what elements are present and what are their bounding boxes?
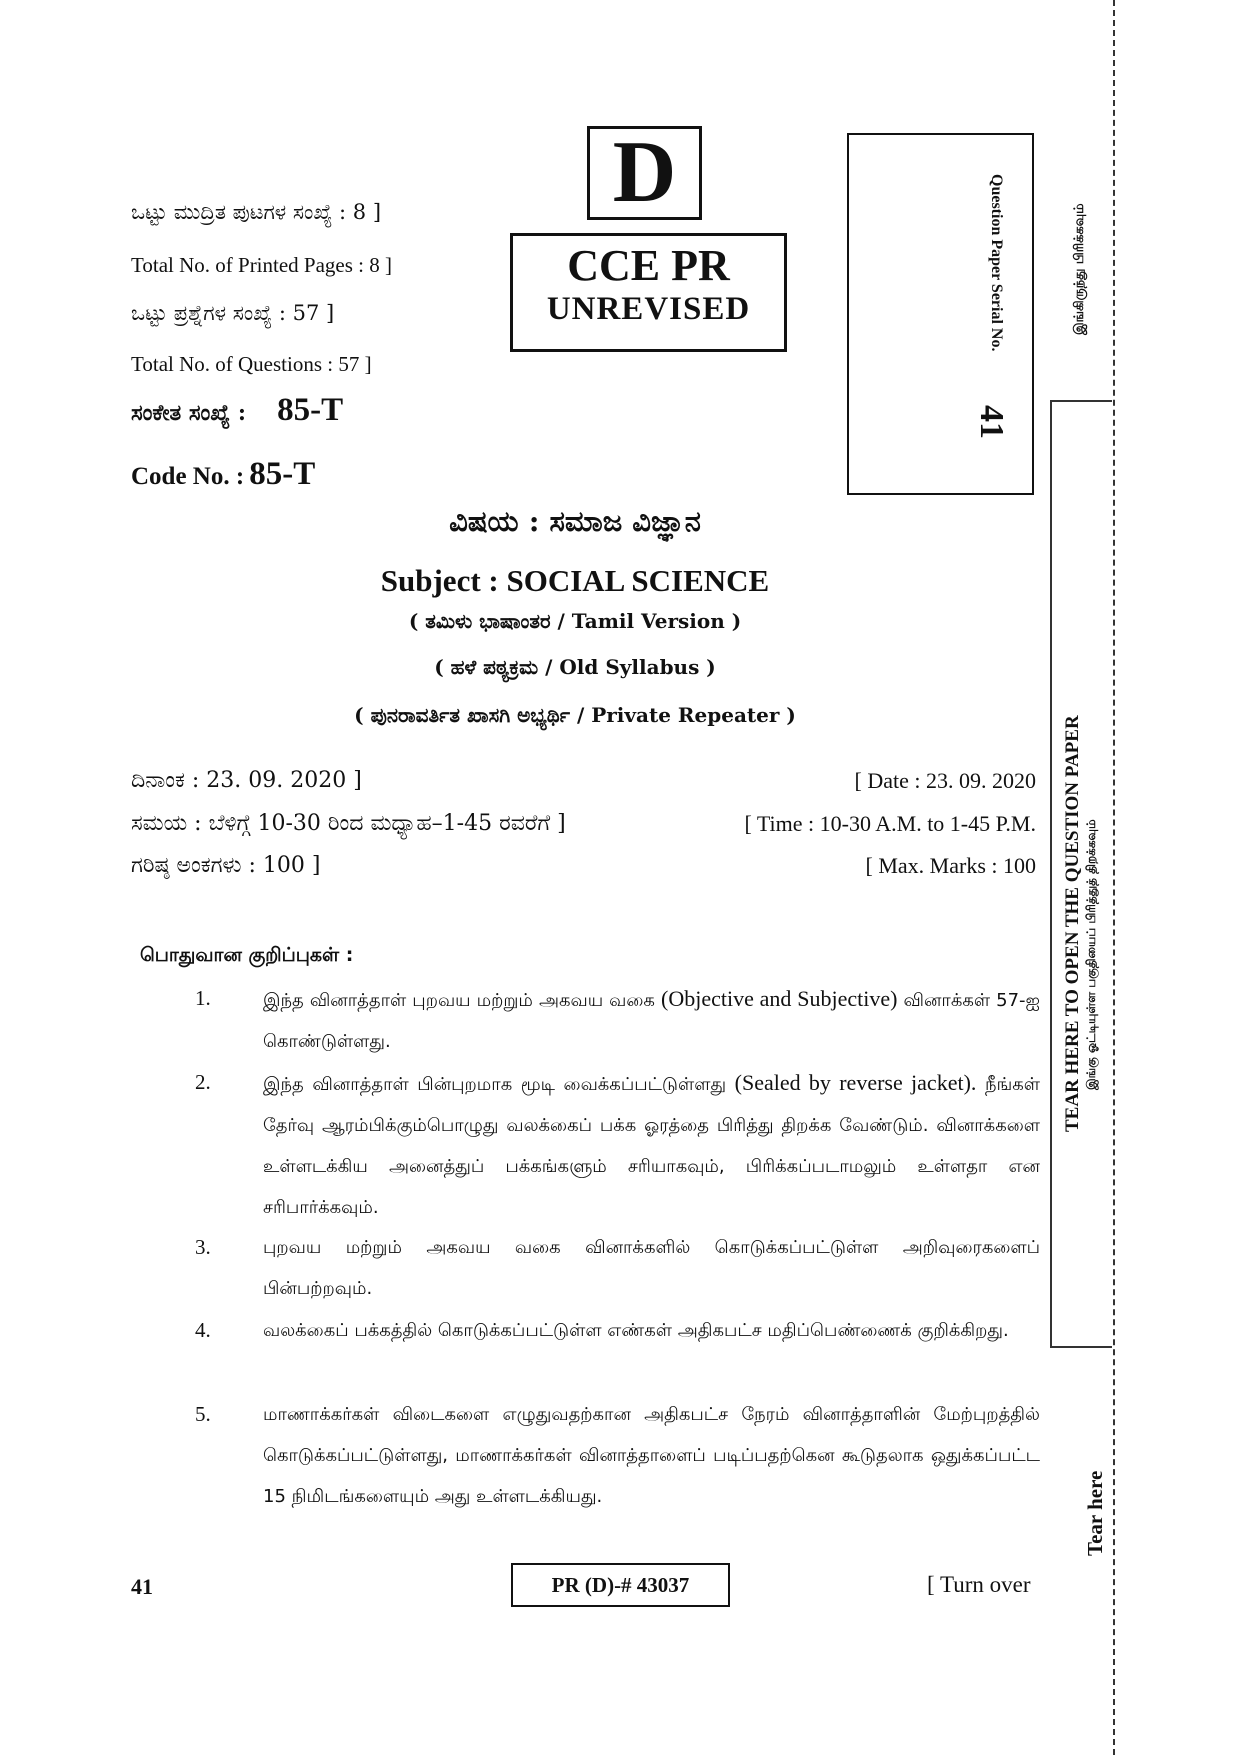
- notes-title: பொதுவான குறிப்புகள் :: [140, 944, 354, 966]
- note-text: இந்த வினாத்தாள் பின்புறமாக மூடி வைக்கப்பட்டுள்ளது (Sealed by reverse jacket). நீங்கள் தேர்வு ஆரம்பிக்கும்பொழுது வலக்கைப் பக்க ஓரத்தை பிரித்து திறக்க வேண்டும். வினாக்களை உள்ளடக்கிய அனைத்துப் பக்கங்களும் சரியாகவும், பிரிக்கப்படாமலும் உள்ளதா என சரிபார்க்கவும்.: [263, 1070, 1040, 1218]
- tear-dashed-line: [1113, 0, 1115, 1755]
- note-text: இந்த வினாத்தாள் புறவய மற்றும் அகவய வகை (Objective and Subjective) வினாக்கள் 57-ஐ கொண்டுள்ளது.: [263, 986, 1040, 1052]
- kn-printed-pages: ಒಟ್ಟು ಮುದ್ರಿತ ಪುಟಗಳ ಸಂಖ್ಯೆ : 8 ]: [131, 200, 382, 224]
- serial-label: Question Paper Serial No.: [988, 174, 1005, 352]
- time-row: [131, 811, 1036, 837]
- note-number: 4.: [195, 1318, 211, 1342]
- note-number: 3.: [195, 1235, 211, 1259]
- kn-time: ಸಮಯ : ಬೆಳಿಗ್ಗೆ 10-30 ರಿಂದ ಮಧ್ಯಾಹ–1-45 ರವರೆಗೆ ]: [131, 811, 566, 836]
- en-subject-title: Subject : SOCIAL SCIENCE: [380, 563, 770, 598]
- kn-total-questions: ಒಟ್ಟು ಪ್ರಶ್ನೆಗಳ ಸಂಖ್ಯೆ : 57 ]: [131, 301, 335, 325]
- version-letter-box: [587, 126, 702, 220]
- footer-code-box: [511, 1563, 730, 1607]
- serial-box: [847, 133, 1034, 495]
- kn-code-value: 85-T: [277, 392, 344, 428]
- version-line: ( ತಮಿಳು ಭಾಷಾಂತರ / Tamil Version ): [408, 609, 742, 633]
- en-code-line: [131, 456, 315, 493]
- syllabus-line: ( ಹಳೆ ಪಠ್ಯಕ್ರಮ / Old Syllabus ): [434, 655, 716, 679]
- en-date: [ Date : 23. 09. 2020: [854, 768, 1036, 793]
- kn-subject-title: ವಿಷಯ : ಸಮಾಜ ವಿಜ್ಞಾನ: [449, 504, 701, 538]
- version-letter: D: [612, 124, 677, 221]
- date-row: [131, 768, 1036, 794]
- footer-page-number: 41: [131, 1574, 153, 1599]
- en-total-questions: Total No. of Questions : 57 ]: [131, 352, 372, 376]
- note-text: வலக்கைப் பக்கத்தில் கொடுக்கப்பட்டுள்ள எண்கள் அதிகபட்ச மதிப்பெண்ணைக் குறிக்கிறது.: [263, 1320, 1009, 1341]
- note-number: 2.: [195, 1070, 211, 1094]
- marks-row: [131, 853, 1036, 879]
- tear-instruction-ta: இங்கு ஓட்டியுள்ள பகுதியைப் பிரித்துத் திறக்கவும்: [1084, 819, 1098, 1090]
- kn-code-label: ಸಂಕೇತ ಸಂಖ್ಯೆ :: [131, 400, 247, 426]
- kn-code-line: [131, 392, 343, 429]
- note-number: 5.: [195, 1402, 211, 1426]
- note-text: புறவய மற்றும் அகவய வகை வினாக்களில் கொடுக்கப்பட்டுள்ள அறிவுரைகளைப் பின்பற்றவும்.: [263, 1237, 1040, 1299]
- unrevised-label: UNREVISED: [546, 291, 751, 328]
- kn-date: ದಿನಾಂಕ : 23. 09. 2020 ]: [131, 768, 362, 793]
- en-marks: [ Max. Marks : 100: [865, 853, 1036, 878]
- serial-value: 41: [973, 405, 1010, 439]
- tear-here-label: Tear here: [1083, 1470, 1107, 1556]
- note-number: 1.: [195, 986, 211, 1010]
- candidate-line: ( ಪುನರಾವರ್ತಿತ ಖಾಸಗಿ ಅಭ್ಯರ್ಥಿ / Private Repeater ): [354, 703, 796, 727]
- kn-marks: ಗರಿಷ್ಠ ಅಂಕಗಳು : 100 ]: [131, 853, 321, 878]
- note-text: மாணாக்கர்கள் விடைகளை எழுதுவதற்கான அதிகபட்ச நேரம் வினாத்தாளின் மேற்புறத்தில் கொடுக்கப்பட்டுள்ளது, மாணாக்கர்கள் வினாத்தாளைப் படிப்பதற்கென கூடுதலாக ஒதுக்கப்பட்ட 15 நிமிடங்களையும் அது உள்ளடக்கியது.: [263, 1404, 1040, 1507]
- en-code-label: Code No. :: [131, 463, 245, 490]
- tear-instruction-en: TEAR HERE TO OPEN THE QUESTION PAPER: [1062, 715, 1083, 1132]
- en-time: [ Time : 10-30 A.M. to 1-45 P.M.: [744, 811, 1036, 836]
- tamil-tear-top: இங்கிருந்து பிரிக்கவும்: [1072, 203, 1087, 335]
- cce-pr-box: [510, 233, 787, 352]
- turn-over-label: [ Turn over: [927, 1572, 1031, 1597]
- footer-code: PR (D)-# 43037: [551, 1573, 690, 1597]
- en-printed-pages: Total No. of Printed Pages : 8 ]: [131, 253, 392, 277]
- cce-pr-label: CCE PR: [567, 241, 730, 290]
- en-code-value: 85-T: [249, 456, 316, 492]
